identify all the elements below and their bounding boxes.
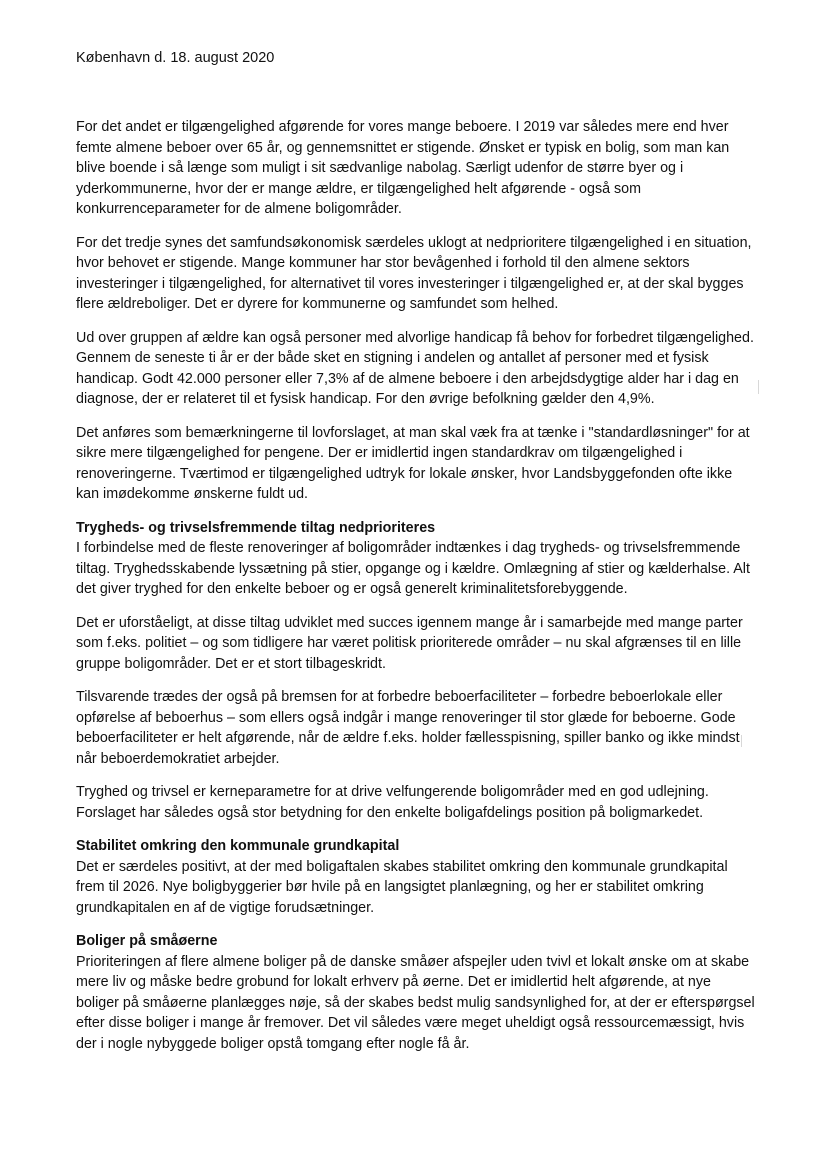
paragraph-tryghed-trivsel (76, 782, 766, 823)
paragraph-handicap (76, 328, 766, 410)
text-line: det giver tryghed for den enkelte beboer og er også generelt kriminalitetsforebyggende. (76, 581, 628, 597)
text-line: femte almene beboer over 65 år, og gennemsnittet er stigende. Ønsket er typisk en bolig, som man kan (76, 139, 730, 156)
text-line: boliger på småøerne planlægges nøje, så der skabes bedst mulig sandsynlighed for, at der er efterspørgsel (76, 994, 755, 1011)
text-line: kan imødekomme ønskerne fuldt ud. (76, 486, 309, 502)
text-line: der i nogle nybyggede boliger opstå tomgang efter nogle få år. (76, 1035, 470, 1052)
text-line: beboerfaciliteter er helt afgørende, når de ældre f.eks. holder fællesspisning, spiller banko og ikke mindst (76, 730, 740, 746)
text-line: mere liv og måske bedre grobund for lokalt erhverv på øerne. Det er imidlertid helt afgørende, at nye (76, 974, 711, 990)
scan-artifact (758, 380, 759, 394)
paragraph-grundkapital (76, 857, 766, 919)
section-grundkapital (76, 836, 766, 918)
paragraph-standardloesninger (76, 423, 766, 505)
paragraph-tilgaengelighed-beboere (76, 117, 766, 220)
text-line: tiltag. Tryghedsskabende lyssætning på stier, opgange og i kældre. Omlægning af stier og kælderhalse. Alt (76, 560, 750, 577)
text-line: I forbindelse med de fleste renoveringer af boligområder indtænkes i dag trygheds- og trivselsfremmende (76, 540, 741, 556)
letter-body (76, 117, 766, 1067)
section-heading: Boliger på småøerne (76, 933, 218, 949)
text-line: Det er uforståeligt, at disse tiltag udviklet med succes igennem mange år i samarbejde med mange parter (76, 614, 743, 631)
text-line: blive boende i så længe som muligt i sit sædvanlige nabolag. Særligt udenfor de større byer og i (76, 160, 684, 176)
text-line: Det anføres som bemærkningerne til lovforslaget, at man skal væk fra at tænke i "standardløsninger" for at (76, 424, 750, 441)
text-line: Ud over gruppen af ældre kan også personer med alvorlige handicap få behov for forbedret tilgængelighed. (76, 329, 754, 346)
scan-artifact (741, 735, 742, 747)
section-heading: Stabilitet omkring den kommunale grundkapital (76, 838, 400, 854)
text-line: frem til 2026. Nye boligbyggerier bør hvile på en langsigtet planlægning, og her er stabilitet omkring (76, 879, 704, 895)
text-line: renoveringerne. Tværtimod er tilgængelighed udtryk for lokale ønsker, hvor Landsbyggefonden ofte ikke (76, 465, 733, 482)
text-line: For det andet er tilgængelighed afgørende for vores mange beboere. I 2019 var således mere end hver (76, 119, 729, 135)
text-line: hvor behovet er stigende. Mange kommuner har stor bevågenhed i forhold til den almene sektors (76, 255, 690, 271)
text-line: Forslaget har således også stor betydning for den enkelte boligafdelings position på boligmarkedet. (76, 804, 704, 821)
text-line: gruppe boligområder. Det er et stort tilbageskridt. (76, 655, 386, 672)
text-line: diagnose, der er relateret til et fysisk handicap. For den øvrige befolkning gælder den 4,9%. (76, 391, 655, 407)
text-line: Prioriteringen af flere almene boliger på de danske småøer afspejler uden tvivl et lokalt ønske om at skabe (76, 953, 750, 970)
dateline: København d. 18. august 2020 (76, 50, 275, 66)
text-line: Gennem de seneste ti år er der både sket en stigning i andelen og antallet af personer med et fysisk (76, 350, 709, 366)
text-line: som f.eks. politiet – og som tidligere har været politisk prioriterede områder – nu skal afgrænses til en lille (76, 635, 742, 651)
text-line: Det er særdeles positivt, at der med boligaftalen skabes stabilitet omkring den kommunale grundkapital (76, 858, 728, 875)
section-smaaoerne (76, 931, 766, 1054)
text-line: yderkommunerne, hvor der er mange ældre, er tilgængelighed helt afgørende - også som (76, 180, 642, 197)
paragraph-beboerfaciliteter (76, 687, 766, 769)
text-line: opførelse af beboerhus – som ellers også indgår i mange renoveringer til stor glæde for beboerne. Gode (76, 709, 736, 726)
text-line: sikre mere tilgængelighed for pengene. Der er imidlertid ingen standardkrav om tilgængelighed i (76, 445, 683, 461)
paragraph-renoveringer (76, 538, 766, 600)
text-line: For det tredje synes det samfundsøkonomisk særdeles uklogt at nedprioritere tilgængelighed i en situation, (76, 234, 752, 251)
text-line: Tryghed og trivsel er kerneparametre for at drive velfungerende boligområder med en god udlejning. (76, 784, 709, 800)
text-line: når beboerdemokratiet arbejder. (76, 750, 280, 767)
paragraph-uforstaaeligt (76, 613, 766, 675)
section-trivsel (76, 518, 766, 600)
section-heading: Trygheds- og trivselsfremmende tiltag nedprioriteres (76, 519, 436, 536)
text-line: grundkapitalen en af de vigtige forudsætninger. (76, 899, 375, 916)
text-line: efter disse boliger i mange år fremover. Det vil således være meget uheldigt også ressourcemæssigt, hvis (76, 1015, 745, 1031)
text-line: flere ældreboliger. Det er dyrere for kommunerne og samfundet som helhed. (76, 296, 559, 312)
text-line: konkurrenceparameter for de almene boligområder. (76, 201, 402, 217)
text-line: handicap. Godt 42.000 personer eller 7,3% af de almene beboere i den arbejdsdygtige alder har i dag en (76, 370, 739, 387)
text-line: investeringer i tilgængelighed, for alternativet til vores investeringer i tilgængelighed er, at der skal bygges (76, 275, 744, 292)
text-line: Tilsvarende trædes der også på bremsen for at forbedre beboerfaciliteter – forbedre beboerlokale eller (76, 689, 723, 705)
paragraph-samfundsoekonomi (76, 233, 766, 315)
paragraph-smaaoerne (76, 952, 766, 1055)
